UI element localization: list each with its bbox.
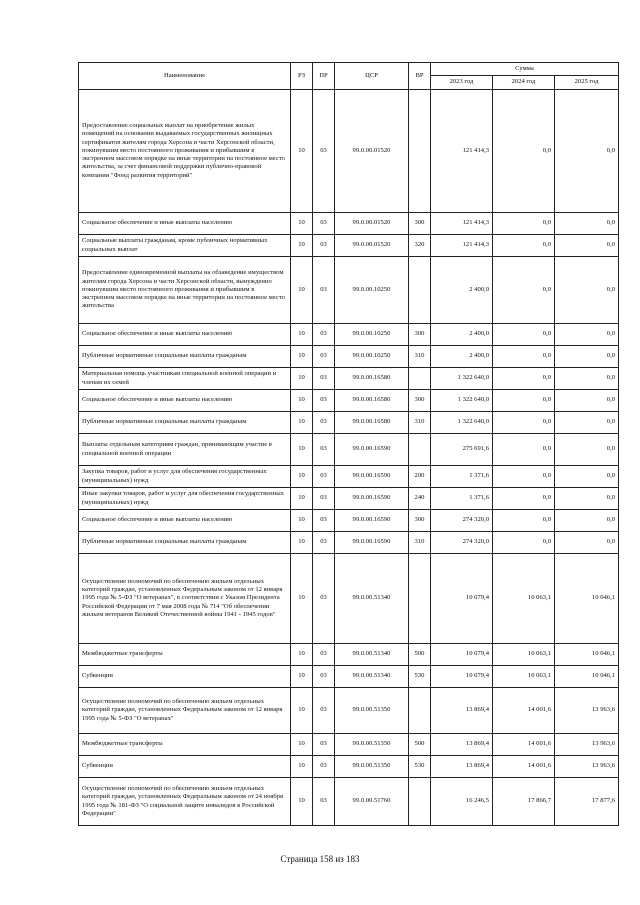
row-vr: 300 — [409, 324, 431, 346]
row-csr: 99.0.00.01520 — [335, 90, 409, 213]
header-csr: ЦСР — [335, 63, 409, 90]
row-pr: 03 — [313, 213, 335, 235]
row-csr: 99.0.00.51760 — [335, 778, 409, 826]
table-row — [79, 644, 619, 666]
row-sum-2023: 121 414,3 — [431, 213, 493, 235]
row-pr: 03 — [313, 235, 335, 257]
row-sum-2025: 17 877,6 — [555, 778, 619, 826]
row-pr: 03 — [313, 734, 335, 756]
header-pr: ПР — [313, 63, 335, 90]
row-sum-2025: 13 963,6 — [555, 688, 619, 734]
row-csr: 99.0.00.16590 — [335, 434, 409, 466]
row-sum-2025: 13 963,6 — [555, 756, 619, 778]
row-rz: 10 — [291, 324, 313, 346]
row-rz: 10 — [291, 235, 313, 257]
row-sum-2023: 2 400,0 — [431, 346, 493, 368]
row-sum-2025: 0,0 — [555, 390, 619, 412]
row-sum-2023: 10 079,4 — [431, 554, 493, 644]
row-sum-2023: 121 414,3 — [431, 235, 493, 257]
row-sum-2024: 0,0 — [493, 368, 555, 390]
row-sum-2025: 0,0 — [555, 510, 619, 532]
table-row — [79, 466, 619, 488]
row-name: Иные закупки товаров, работ и услуг для обеспечения государственных (муниципальных) нужд — [79, 488, 291, 510]
row-sum-2023: 10 079,4 — [431, 666, 493, 688]
row-csr: 99.0.00.16580 — [335, 390, 409, 412]
budget-table — [78, 62, 619, 826]
row-sum-2025: 13 963,6 — [555, 734, 619, 756]
row-rz: 10 — [291, 532, 313, 554]
row-sum-2023: 13 869,4 — [431, 756, 493, 778]
table-row — [79, 324, 619, 346]
row-sum-2025: 10 046,1 — [555, 666, 619, 688]
row-name: Предоставление социальных выплат на приобретение жилых помещений на основании выдаваемых государственных жилищных сертификатов жителям города Херсона и части Херсонской области, покинувшим место постоянного проживания и прибывшим в экстренном массовом порядке на иные территории на постоянное место жительства, за счет финансовой поддержки публично-правовой компании "Фонд развития территорий" — [79, 90, 291, 213]
row-name: Осуществление полномочий по обеспечению жильем отдельных категорий граждан, установленных Федеральным законом от 12 января 1995 года № 5-ФЗ "О ветеранах", в соответствии с Указом Президента Российской Федерации от 7 мая 2008 года № 714 "Об обеспечении жильем ветеранов Великой Отечественной войны 1941 - 1945 годов" — [79, 554, 291, 644]
row-csr: 99.0.00.51340 — [335, 644, 409, 666]
table-row — [79, 688, 619, 734]
row-rz: 10 — [291, 257, 313, 324]
row-vr: 320 — [409, 235, 431, 257]
row-sum-2024: 17 866,7 — [493, 778, 555, 826]
row-vr: 300 — [409, 510, 431, 532]
row-name: Социальные выплаты гражданам, кроме публичных нормативных социальных выплат — [79, 235, 291, 257]
row-sum-2024: 0,0 — [493, 510, 555, 532]
row-name: Социальное обеспечение и иные выплаты населению — [79, 390, 291, 412]
row-csr: 99.0.00.16590 — [335, 510, 409, 532]
row-rz: 10 — [291, 554, 313, 644]
row-rz: 10 — [291, 510, 313, 532]
row-sum-2025: 0,0 — [555, 368, 619, 390]
header-name: Наименование — [79, 63, 291, 90]
row-rz: 10 — [291, 390, 313, 412]
row-rz: 10 — [291, 368, 313, 390]
row-pr: 03 — [313, 90, 335, 213]
table-row — [79, 257, 619, 324]
row-sum-2023: 1 371,6 — [431, 488, 493, 510]
row-pr: 03 — [313, 368, 335, 390]
row-vr: 500 — [409, 734, 431, 756]
table-row — [79, 90, 619, 213]
row-pr: 03 — [313, 324, 335, 346]
row-vr — [409, 434, 431, 466]
row-name: Предоставление единовременной выплаты на обзаведение имуществом жителям города Херсона и части Херсонской области, вынужденно покинувшим место постоянного проживания и прибывшим в экстренном массовом порядке на иные территории на постоянное место жительства — [79, 257, 291, 324]
header-year-2024: 2024 год — [493, 76, 555, 90]
table-row — [79, 213, 619, 235]
row-sum-2025: 10 046,1 — [555, 554, 619, 644]
row-pr: 03 — [313, 257, 335, 324]
row-sum-2025: 0,0 — [555, 90, 619, 213]
row-csr: 99.0.00.16590 — [335, 466, 409, 488]
page-footer: Страница 158 из 183 — [280, 854, 360, 864]
table-row — [79, 368, 619, 390]
row-name: Социальное обеспечение и иные выплаты населению — [79, 324, 291, 346]
document-page — [78, 62, 616, 826]
row-vr — [409, 368, 431, 390]
row-name: Публичные нормативные социальные выплаты гражданам — [79, 346, 291, 368]
row-pr: 03 — [313, 434, 335, 466]
row-pr: 03 — [313, 644, 335, 666]
row-rz: 10 — [291, 778, 313, 826]
row-rz: 10 — [291, 466, 313, 488]
row-sum-2024: 10 063,1 — [493, 554, 555, 644]
row-sum-2023: 1 371,6 — [431, 466, 493, 488]
row-pr: 03 — [313, 554, 335, 644]
table-row — [79, 554, 619, 644]
row-sum-2025: 0,0 — [555, 434, 619, 466]
row-sum-2025: 0,0 — [555, 412, 619, 434]
row-vr: 310 — [409, 346, 431, 368]
row-rz: 10 — [291, 213, 313, 235]
table-row — [79, 666, 619, 688]
row-sum-2024: 0,0 — [493, 434, 555, 466]
row-csr: 99.0.00.01520 — [335, 213, 409, 235]
row-sum-2023: 274 320,0 — [431, 532, 493, 554]
row-sum-2025: 0,0 — [555, 324, 619, 346]
table-row — [79, 756, 619, 778]
row-csr: 99.0.00.16590 — [335, 532, 409, 554]
row-vr — [409, 257, 431, 324]
row-rz: 10 — [291, 666, 313, 688]
row-sum-2024: 0,0 — [493, 390, 555, 412]
row-sum-2023: 2 400,0 — [431, 257, 493, 324]
row-pr: 03 — [313, 778, 335, 826]
row-sum-2023: 274 320,0 — [431, 510, 493, 532]
table-row — [79, 510, 619, 532]
table-row — [79, 346, 619, 368]
row-name: Публичные нормативные социальные выплаты гражданам — [79, 532, 291, 554]
row-sum-2024: 14 001,6 — [493, 688, 555, 734]
row-rz: 10 — [291, 734, 313, 756]
row-pr: 03 — [313, 466, 335, 488]
row-sum-2023: 2 400,0 — [431, 324, 493, 346]
row-vr: 310 — [409, 532, 431, 554]
row-name: Осуществление полномочий по обеспечению жильем отдельных категорий граждан, установленных Федеральным законом от 12 января 1995 года № 5-ФЗ "О ветеранах" — [79, 688, 291, 734]
row-name: Межбюджетные трансферты — [79, 644, 291, 666]
row-vr: 240 — [409, 488, 431, 510]
row-sum-2024: 0,0 — [493, 90, 555, 213]
row-vr: 300 — [409, 213, 431, 235]
row-csr: 99.0.00.51340 — [335, 554, 409, 644]
row-sum-2024: 0,0 — [493, 257, 555, 324]
row-rz: 10 — [291, 346, 313, 368]
row-sum-2023: 1 322 640,0 — [431, 390, 493, 412]
row-csr: 99.0.00.10250 — [335, 257, 409, 324]
row-pr: 03 — [313, 688, 335, 734]
row-sum-2024: 0,0 — [493, 466, 555, 488]
row-sum-2024: 0,0 — [493, 488, 555, 510]
row-sum-2024: 0,0 — [493, 412, 555, 434]
row-name: Межбюджетные трансферты — [79, 734, 291, 756]
row-sum-2023: 13 869,4 — [431, 688, 493, 734]
row-csr: 99.0.00.10250 — [335, 324, 409, 346]
header-year-2023: 2023 год — [431, 76, 493, 90]
row-sum-2024: 0,0 — [493, 324, 555, 346]
table-row — [79, 532, 619, 554]
row-sum-2023: 1 322 640,0 — [431, 412, 493, 434]
row-sum-2024: 0,0 — [493, 235, 555, 257]
header-year-2025: 2025 год — [555, 76, 619, 90]
header-sum: Сумма — [431, 63, 619, 76]
row-name: Осуществление полномочий по обеспечению жильем отдельных категорий граждан, установленных Федеральным законом от 24 ноября 1995 года № 181-ФЗ "О социальной защите инвалидов в Российской Федерации" — [79, 778, 291, 826]
row-pr: 03 — [313, 510, 335, 532]
header-vr: ВР — [409, 63, 431, 90]
row-sum-2023: 275 691,6 — [431, 434, 493, 466]
row-rz: 10 — [291, 412, 313, 434]
header-rz: РЗ — [291, 63, 313, 90]
table-row — [79, 434, 619, 466]
row-pr: 03 — [313, 532, 335, 554]
table-row — [79, 235, 619, 257]
row-vr: 310 — [409, 412, 431, 434]
row-sum-2025: 0,0 — [555, 257, 619, 324]
row-sum-2025: 0,0 — [555, 346, 619, 368]
row-pr: 03 — [313, 412, 335, 434]
row-name: Субвенции — [79, 666, 291, 688]
table-row — [79, 488, 619, 510]
row-sum-2023: 13 869,4 — [431, 734, 493, 756]
row-csr: 99.0.00.16590 — [335, 488, 409, 510]
row-csr: 99.0.00.51350 — [335, 688, 409, 734]
table-row — [79, 412, 619, 434]
row-csr: 99.0.00.51350 — [335, 756, 409, 778]
row-sum-2024: 10 063,1 — [493, 644, 555, 666]
row-sum-2023: 10 079,4 — [431, 644, 493, 666]
row-sum-2024: 10 063,1 — [493, 666, 555, 688]
row-sum-2025: 0,0 — [555, 532, 619, 554]
row-rz: 10 — [291, 90, 313, 213]
row-sum-2024: 14 001,6 — [493, 756, 555, 778]
row-rz: 10 — [291, 488, 313, 510]
row-vr: 530 — [409, 666, 431, 688]
row-vr: 500 — [409, 644, 431, 666]
row-vr — [409, 688, 431, 734]
table-row — [79, 390, 619, 412]
row-sum-2025: 10 046,1 — [555, 644, 619, 666]
row-rz: 10 — [291, 434, 313, 466]
row-csr: 99.0.00.51350 — [335, 734, 409, 756]
row-sum-2025: 0,0 — [555, 213, 619, 235]
row-sum-2023: 121 414,3 — [431, 90, 493, 213]
row-pr: 03 — [313, 666, 335, 688]
row-sum-2025: 0,0 — [555, 235, 619, 257]
row-vr: 200 — [409, 466, 431, 488]
table-row — [79, 778, 619, 826]
row-csr: 99.0.00.10250 — [335, 346, 409, 368]
row-vr — [409, 90, 431, 213]
row-name: Материальная помощь участникам специальной военной операции и членам их семей — [79, 368, 291, 390]
row-sum-2024: 0,0 — [493, 532, 555, 554]
row-pr: 03 — [313, 390, 335, 412]
row-rz: 10 — [291, 644, 313, 666]
row-vr — [409, 778, 431, 826]
row-vr: 530 — [409, 756, 431, 778]
row-name: Закупка товаров, работ и услуг для обеспечения государственных (муниципальных) нужд — [79, 466, 291, 488]
row-name: Выплаты отдельным категориям граждан, принимающим участие в специальной военной операции — [79, 434, 291, 466]
row-sum-2024: 0,0 — [493, 213, 555, 235]
row-csr: 99.0.00.01520 — [335, 235, 409, 257]
row-sum-2023: 16 246,5 — [431, 778, 493, 826]
row-pr: 03 — [313, 488, 335, 510]
row-sum-2025: 0,0 — [555, 466, 619, 488]
row-pr: 03 — [313, 756, 335, 778]
row-vr — [409, 554, 431, 644]
row-pr: 03 — [313, 346, 335, 368]
row-rz: 10 — [291, 756, 313, 778]
row-name: Субвенции — [79, 756, 291, 778]
table-row — [79, 734, 619, 756]
row-name: Социальное обеспечение и иные выплаты населению — [79, 510, 291, 532]
row-vr: 300 — [409, 390, 431, 412]
row-csr: 99.0.00.16580 — [335, 368, 409, 390]
row-csr: 99.0.00.16580 — [335, 412, 409, 434]
row-rz: 10 — [291, 688, 313, 734]
row-sum-2025: 0,0 — [555, 488, 619, 510]
row-sum-2023: 1 322 640,0 — [431, 368, 493, 390]
row-name: Социальное обеспечение и иные выплаты населению — [79, 213, 291, 235]
row-name: Публичные нормативные социальные выплаты гражданам — [79, 412, 291, 434]
table-body — [79, 90, 619, 826]
row-sum-2024: 0,0 — [493, 346, 555, 368]
row-csr: 99.0.00.51340 — [335, 666, 409, 688]
row-sum-2024: 14 001,6 — [493, 734, 555, 756]
